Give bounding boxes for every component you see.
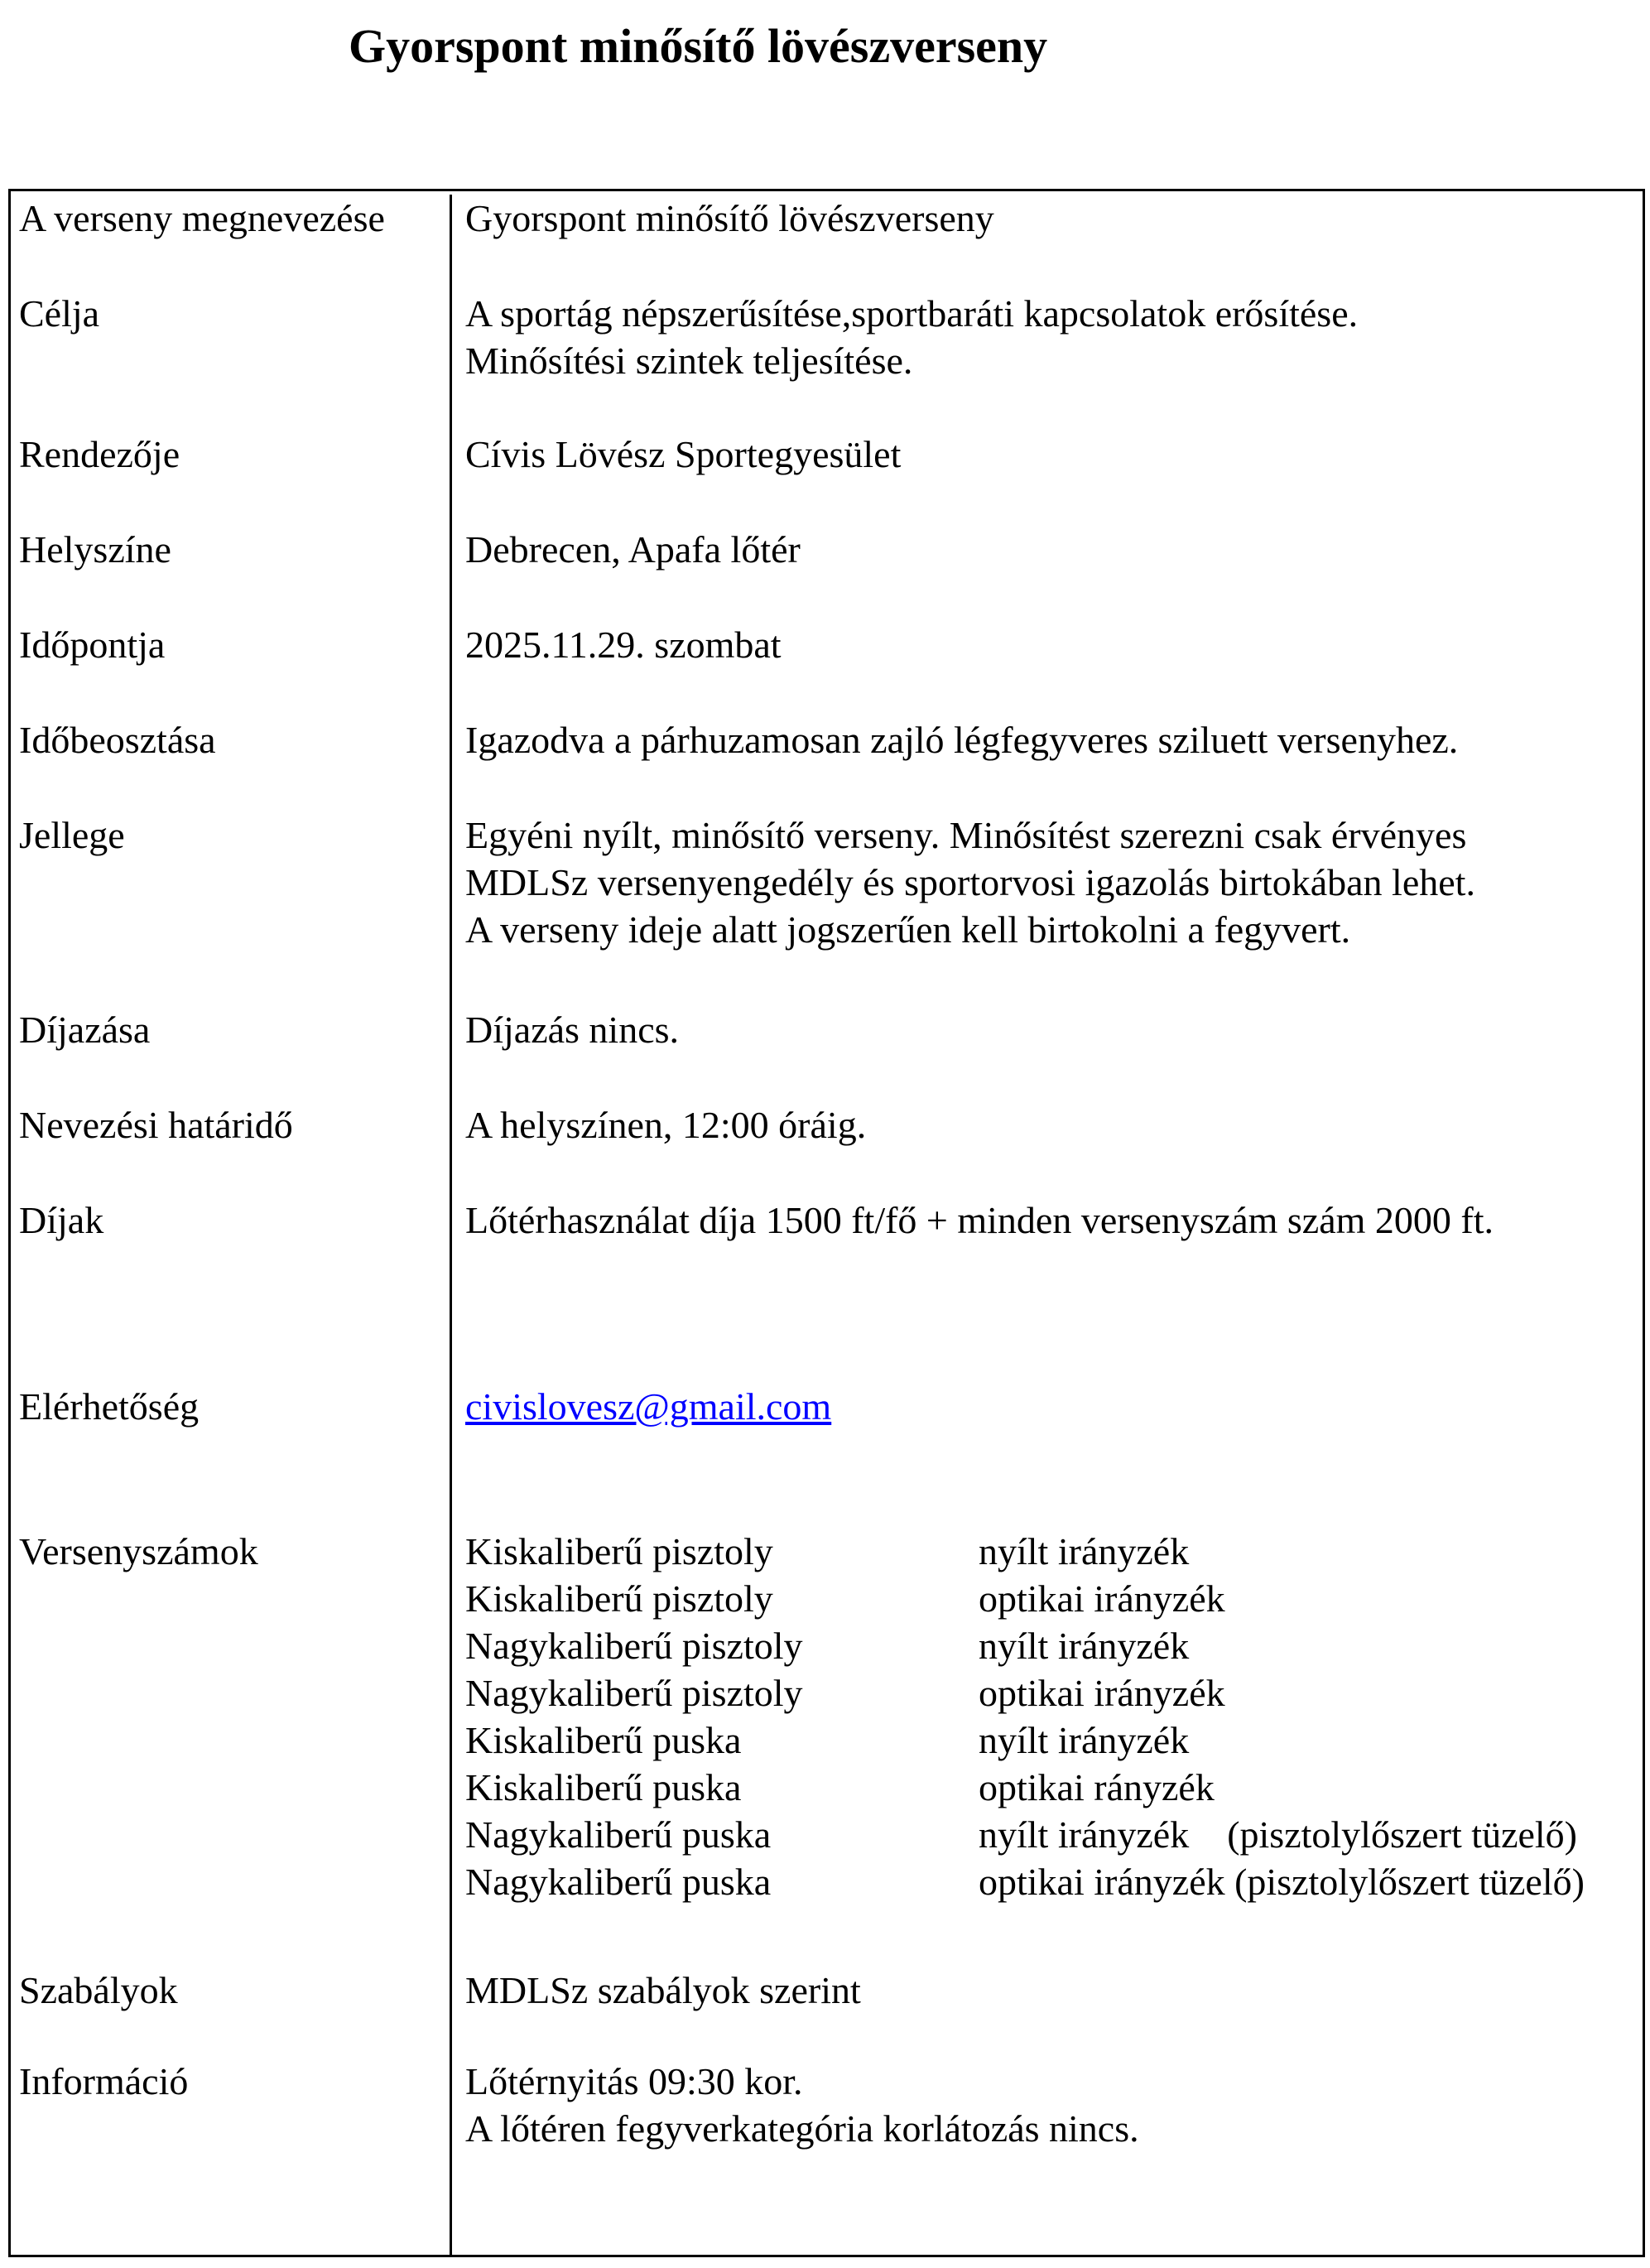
row-content [452,621,1643,716]
row-content [452,195,1643,290]
event-line [465,1669,1643,1717]
event-sight: nyílt irányzék [979,1719,1190,1761]
content-line: Gyorspont minősítő lövészverseny [465,197,994,239]
row-label: Jellege [11,811,452,1006]
event-gun: Nagykaliberű pisztoly [465,1672,803,1714]
table-row [11,1383,1643,1528]
event-gun: Kiskaliberű pisztoly [465,1530,773,1572]
row-label: Elérhetőség [11,1383,452,1528]
event-line [465,1575,1643,1622]
row-content [452,811,1643,1006]
event-gun: Kiskaliberű pisztoly [465,1577,773,1620]
content-line: A lőtéren fegyverkategória korlátozás nincs. [465,2107,1139,2150]
content-line: MDLSz versenyengedély és sportorvosi igazolás birtokában lehet. [465,861,1475,903]
table-row [11,716,1643,811]
content-line: Cívis Lövész Sportegyesület [465,433,902,475]
event-sight: optikai irányzék (pisztolylőszert tüzelő) [979,1861,1585,1903]
table-row [11,1006,1643,1101]
event-sight: optikai irányzék [979,1672,1225,1714]
content-line: Díjazás nincs. [465,1009,680,1051]
event-line [465,1811,1643,1858]
content-line: A verseny ideje alatt jogszerűen kell birtokolni a fegyvert. [465,908,1351,951]
row-content [452,526,1643,621]
content-line: Igazodva a párhuzamosan zajló légfegyveres sziluett versenyhez. [465,719,1459,761]
table-row [11,2058,1643,2256]
row-label: Díjazása [11,1006,452,1101]
email-link[interactable]: civislovesz@gmail.com [465,1385,832,1428]
row-label: Díjak [11,1197,452,1383]
row-content [452,2058,1643,2256]
row-label: Információ [11,2058,452,2256]
row-content [452,1101,1643,1197]
info-table [8,189,1645,2257]
event-gun: Nagykaliberű puska [465,1813,772,1856]
row-content [452,431,1643,526]
content-line: Debrecen, Apafa lőtér [465,528,801,571]
event-sight: nyílt irányzék [979,1530,1190,1572]
row-content [452,1967,1643,2058]
table-row [11,431,1643,526]
content-line: Lőtérhasználat díja 1500 ft/fő + minden versenyszám szám 2000 ft. [465,1199,1494,1241]
table-row [11,1101,1643,1197]
event-gun: Nagykaliberű pisztoly [465,1625,803,1667]
table-row [11,1967,1643,2058]
content-line: Lőtérnyitás 09:30 kor. [465,2060,803,2102]
row-label: Szabályok [11,1967,452,2058]
row-label: Rendezője [11,431,452,526]
row-label: A verseny megnevezése [11,195,452,290]
table-row [11,811,1643,1006]
event-line [465,1528,1643,1575]
event-line [465,1764,1643,1811]
page-title: Gyorspont minősítő lövészverseny [349,19,1048,73]
row-label: Időpontja [11,621,452,716]
row-content [452,1006,1643,1101]
event-sight: optikai rányzék [979,1766,1215,1808]
table-row [11,195,1643,290]
event-gun: Kiskaliberű puska [465,1719,742,1761]
table-row [11,1528,1643,1967]
event-sight: optikai irányzék [979,1577,1225,1620]
content-line [465,1383,1643,1430]
row-content [452,1383,1643,1528]
event-line [465,1858,1643,1905]
row-content [452,716,1643,811]
event-sight: nyílt irányzék (pisztolylőszert tüzelő) [979,1813,1577,1856]
table-row [11,290,1643,431]
event-line [465,1622,1643,1669]
event-sight: nyílt irányzék [979,1625,1190,1667]
row-label: Helyszíne [11,526,452,621]
table-row [11,621,1643,716]
event-gun: Nagykaliberű puska [465,1861,772,1903]
content-line: Egyéni nyílt, minősítő verseny. Minősítést szerezni csak érvényes [465,814,1467,856]
row-label: Versenyszámok [11,1528,452,1967]
row-content [452,290,1643,431]
event-line [465,1717,1643,1764]
row-label: Időbeosztása [11,716,452,811]
content-line: 2025.11.29. szombat [465,624,782,666]
content-line: Minősítési szintek teljesítése. [465,339,913,382]
table-row [11,1197,1643,1383]
row-label: Célja [11,290,452,431]
content-line: A sportág népszerűsítése,sportbaráti kapcsolatok erősítése. [465,292,1359,335]
content-line: A helyszínen, 12:00 óráig. [465,1104,867,1146]
event-gun: Kiskaliberű puska [465,1766,742,1808]
table-row [11,526,1643,621]
row-content [452,1528,1643,1967]
content-line: MDLSz szabályok szerint [465,1969,861,2011]
row-label: Nevezési határidő [11,1101,452,1197]
row-content [452,1197,1643,1383]
